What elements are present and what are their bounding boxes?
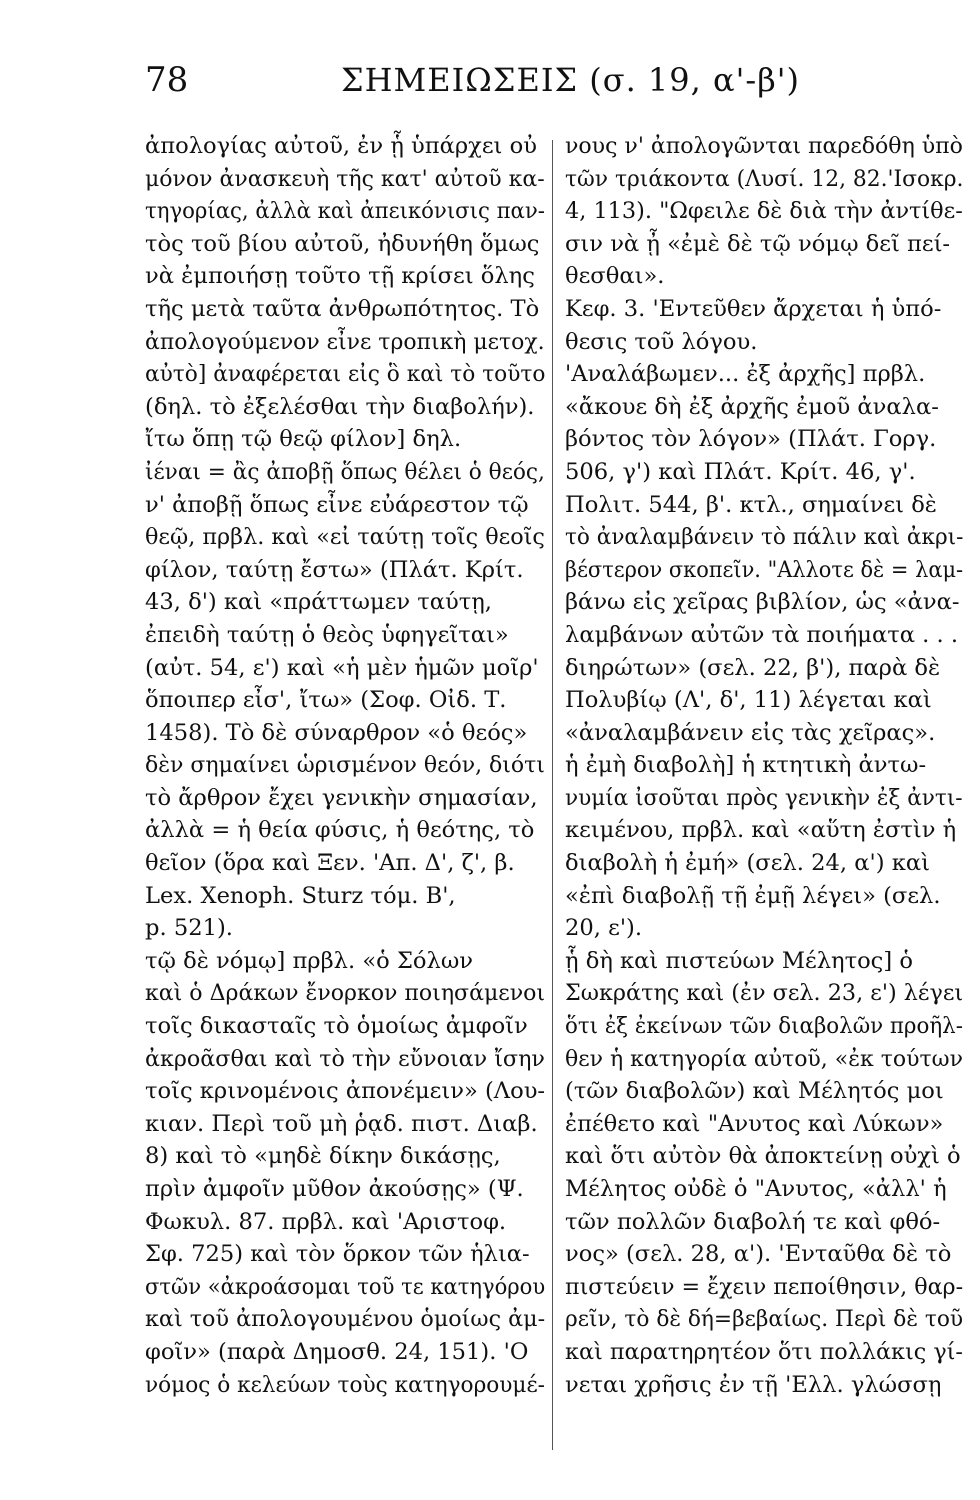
- text-line: «ἄκουε δὴ ἐξ ἀρχῆς ἐμοῦ ἀναλα-: [565, 393, 939, 420]
- text-line: νεται χρῆσις ἐν τῇ 'Ελλ. γλώσσῃ: [565, 1371, 942, 1398]
- text-line: διαβολὴ ἡ ἐμή» (σελ. 24, α') καὶ: [565, 850, 930, 877]
- text-line: μόνον ἀνασκευὴ τῆς κατ' αὐτοῦ κα-: [145, 165, 545, 192]
- text-line: 20, ε').: [565, 915, 643, 942]
- text-line: «ἀναλαμβάνειν εἰς τὰς χεῖρας».: [565, 719, 936, 746]
- text-line: ἀκροᾶσθαι καὶ τὸ τὴν εὔνοιαν ἴσην: [145, 1045, 545, 1072]
- text-line: θεσις τοῦ λόγου.: [565, 328, 758, 355]
- text-line: ἀλλὰ = ἡ θεία φύσις, ἡ θεότης, τὸ: [145, 817, 535, 844]
- text-line: βόντος τὸν λόγον» (Πλάτ. Γοργ.: [565, 426, 937, 453]
- text-line: Μέλητος οὐδὲ ὁ "Ανυτος, «ἀλλ' ἡ: [565, 1176, 947, 1202]
- text-line: Φωκυλ. 87. πρβλ. καὶ 'Αριστοφ.: [145, 1208, 507, 1235]
- text-line: 43, δ') καὶ «πράττωμεν ταύτῃ,: [145, 589, 492, 616]
- text-line: κιαν. Περὶ τοῦ μὴ ῥᾳδ. πιστ. Διαβ.: [145, 1110, 538, 1137]
- column-divider: [552, 140, 553, 1450]
- text-line: τὸς τοῦ βίου αὐτοῦ, ἠδυνήθη ὅμως: [145, 230, 540, 257]
- text-line: σιν νὰ ᾖ «ἐμὲ δὲ τῷ νόμῳ δεῖ πεί-: [565, 230, 951, 257]
- text-line: Σφ. 725) καὶ τὸν ὅρκον τῶν ἡλια-: [145, 1241, 530, 1268]
- text-line: ρεῖν, τὸ δὲ δή=βεβαίως. Περὶ δὲ τοῦ: [565, 1306, 964, 1333]
- text-line: ὅποιπερ εἶσ', ἴτω» (Σοφ. Οἰδ. Τ.: [145, 687, 507, 714]
- text-line: βέστερον σκοπεῖν. "Αλλοτε δὲ = λαμ-: [565, 556, 964, 583]
- text-line: ὅτι ἐξ ἐκείνων τῶν διαβολῶν προῆλ-: [565, 1013, 963, 1040]
- text-line: (δηλ. τὸ ἐξελέσθαι τὴν διαβολήν).: [145, 393, 535, 420]
- text-line: (τῶν διαβολῶν) καὶ Μέλητός μοι: [565, 1078, 944, 1105]
- text-line: 4, 113). "Ωφειλε δὲ διὰ τὴν ἀντίθε-: [565, 198, 963, 225]
- text-line: καὶ ὁ Δράκων ἔνορκον ποιησάμενοι: [145, 980, 546, 1007]
- text-line: Σωκράτης καὶ (ἐν σελ. 23, ε') λέγει: [565, 980, 964, 1007]
- text-line: ν' ἀποβῇ ὅπως εἶνε εὐάρεστον τῷ: [145, 491, 529, 518]
- text-line: τὸ ἀναλαμβάνειν τὸ πάλιν καὶ ἀκρι-: [565, 524, 964, 551]
- text-line: κειμένου, πρβλ. καὶ «αὕτη ἐστὶν ἡ: [565, 817, 957, 844]
- left-column: [145, 130, 545, 1401]
- text-line: φοῖν» (παρὰ Δημοσθ. 24, 151). 'Ο: [145, 1338, 529, 1365]
- text-line: Πολυβίῳ (Λ', δ', 11) λέγεται καὶ: [565, 687, 932, 714]
- text-line: τῶν πολλῶν διαβολή τε καὶ φθό-: [565, 1208, 941, 1235]
- text-line: πιστεύειν = ἔχειν πεποίθησιν, θαρ-: [565, 1273, 964, 1300]
- page-header: [145, 60, 965, 110]
- text-line: ἐπέθετο καὶ "Ανυτος καὶ Λύκων»: [565, 1110, 944, 1137]
- text-line: καὶ τοῦ ἀπολογουμένου ὁμοίως ἀμ-: [145, 1306, 546, 1333]
- text-line: νυμία ἰσοῦται πρὸς γενικὴν ἐξ ἀντι-: [565, 784, 963, 811]
- text-line: καὶ παρατηρητέον ὅτι πολλάκις γί-: [565, 1338, 963, 1365]
- right-column: [565, 130, 963, 1401]
- text-line: νόμος ὁ κελεύων τοὺς κατηγορουμέ-: [145, 1371, 545, 1398]
- text-line: ἡ ἐμὴ διαβολὴ] ἡ κτητικὴ ἀντω-: [565, 752, 927, 779]
- text-line: τηγορίας, ἀλλὰ καὶ ἀπεικόνισις παν-: [145, 198, 545, 225]
- text-line: θεῖον (ὅρα καὶ Ξεν. 'Απ. Δ', ζ', β.: [145, 850, 515, 877]
- text-line: 1458). Τὸ δὲ σύναρθρον «ὁ θεός»: [145, 719, 528, 746]
- text-line: θεν ἡ κατηγορία αὐτοῦ, «ἐκ τούτων: [565, 1045, 963, 1072]
- text-line: νος» (σελ. 28, α'). 'Ενταῦθα δὲ τὸ: [565, 1241, 952, 1268]
- text-line: δὲν σημαίνει ὡρισμένον θεόν, διότι: [145, 752, 545, 779]
- text-line: (αὐτ. 54, ε') καὶ «ἡ μὲν ἡμῶν μοῖρ': [145, 654, 539, 681]
- running-head: ΣΗΜΕΙΩΣΕΙΣ (σ. 19, α'-β'): [341, 61, 800, 99]
- text-line: p. 521).: [145, 915, 233, 942]
- text-line: Κεφ. 3. 'Εντεῦθεν ἄρχεται ἡ ὑπό-: [565, 295, 942, 322]
- text-line: καὶ ὅτι αὐτὸν θὰ ἀποκτείνῃ οὐχὶ ὁ: [565, 1143, 961, 1170]
- text-line: ἐπειδὴ ταύτῃ ὁ θεὸς ὑφηγεῖται»: [145, 621, 509, 648]
- text-line: ἴτω ὅπῃ τῷ θεῷ φίλον] δηλ.: [145, 426, 462, 453]
- text-line: νους ν' ἀπολογῶνται παρεδόθη ὑπὸ: [565, 133, 963, 159]
- text-line: νὰ ἐμποιήσῃ τοῦτο τῇ κρίσει ὅλης: [145, 263, 535, 290]
- text-line: θεῷ, πρβλ. καὶ «εἰ ταύτῃ τοῖς θεοῖς: [145, 524, 545, 551]
- text-line: ἰέναι = ἂς ἀποβῇ ὅπως θέλει ὁ θεός,: [145, 458, 545, 485]
- text-line: Πολιτ. 544, β'. κτλ., σημαίνει δὲ: [565, 491, 937, 518]
- text-line: «ἐπὶ διαβολῇ τῇ ἐμῇ λέγει» (σελ.: [565, 882, 941, 909]
- text-line: στῶν «ἀκροάσομαι τοῦ τε κατηγόρου: [145, 1273, 546, 1300]
- text-line: θεσθαι».: [565, 263, 665, 290]
- text-line: τοῖς δικασταῖς τὸ ὁμοίως ἀμφοῖν: [145, 1013, 528, 1040]
- text-line: τοῖς κρινομένοις ἀπονέμειν» (Λου-: [145, 1078, 546, 1105]
- text-line: τὸ ἄρθρον ἔχει γενικὴν σημασίαν,: [145, 784, 538, 811]
- text-line: ἀπολογούμενον εἶνε τροπικὴ μετοχ.: [145, 328, 545, 355]
- text-line: τῆς μετὰ ταῦτα ἀνθρωπότητος. Τὸ: [145, 295, 540, 322]
- text-line: πρὶν ἀμφοῖν μῦθον ἀκούσῃς» (Ψ.: [145, 1176, 524, 1202]
- text-line: βάνω εἰς χεῖρας βιβλίον, ὡς «ἀνα-: [565, 589, 960, 616]
- text-line: Lex. Xenoph. Sturz τόμ. Β',: [145, 882, 456, 909]
- text-line: διηρώτων» (σελ. 22, β'), παρὰ δὲ: [565, 654, 941, 681]
- text-line: αὐτὸ] ἀναφέρεται εἰς ὃ καὶ τὸ τοῦτο: [145, 361, 546, 388]
- text-line: φίλον, ταύτῃ ἔστω» (Πλάτ. Κρίτ.: [145, 556, 524, 583]
- text-line: ἀπολογίας αὐτοῦ, ἐν ᾗ ὑπάρχει οὐ: [145, 133, 537, 159]
- text-line: 506, γ') καὶ Πλάτ. Κρίτ. 46, γ'.: [565, 458, 916, 485]
- text-line: 8) καὶ τὸ «μηδὲ δίκην δικάσῃς,: [145, 1143, 501, 1170]
- text-line: τῷ δὲ νόμῳ] πρβλ. «ὁ Σόλων: [145, 947, 473, 974]
- text-line: τῶν τριάκοντα (Λυσί. 12, 82.'Ισοκρ.: [565, 165, 964, 192]
- page-number: 78: [145, 60, 189, 100]
- text-line: 'Αναλάβωμεν... ἐξ ἀρχῆς] πρβλ.: [565, 361, 926, 388]
- text-line: λαμβάνων αὐτῶν τὰ ποιήματα . . .: [565, 621, 959, 648]
- text-line: ᾗ δὴ καὶ πιστεύων Μέλητος] ὁ: [565, 947, 913, 974]
